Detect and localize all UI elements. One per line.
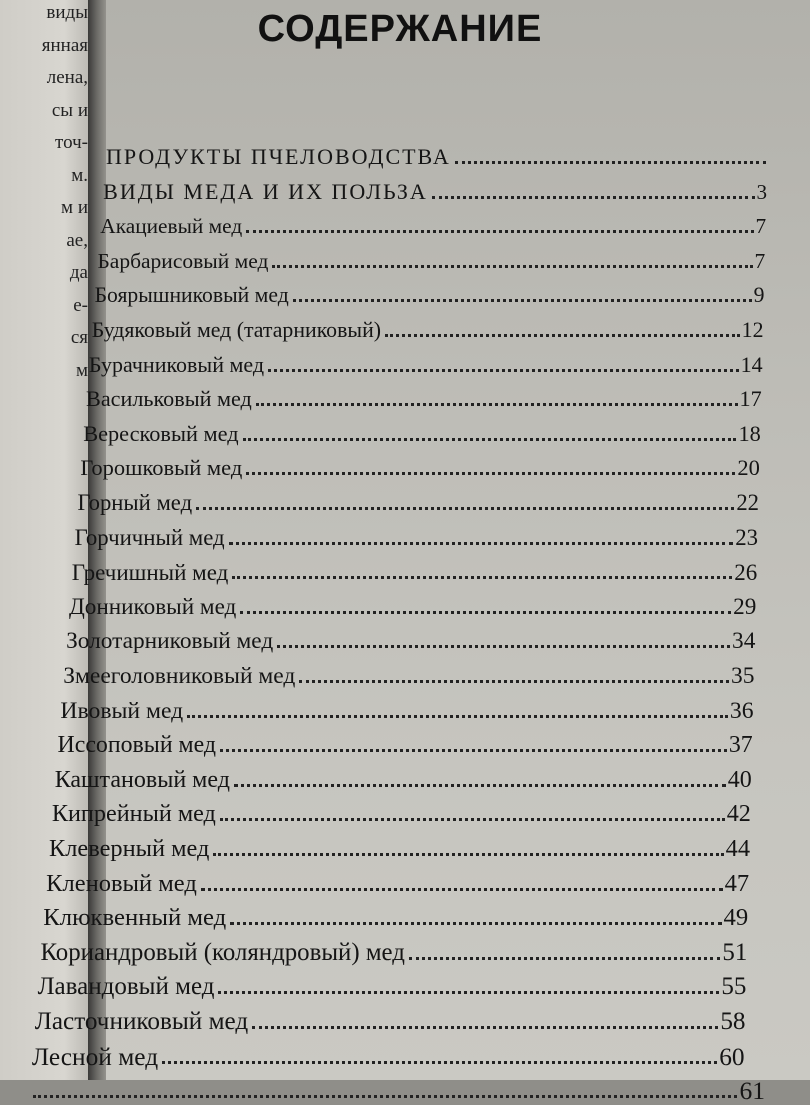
toc-entry <box>95 278 765 308</box>
toc-leader-dots <box>196 507 734 510</box>
toc-entry <box>92 313 764 343</box>
toc-leader-dots <box>230 922 721 925</box>
toc-leader-dots <box>455 161 766 164</box>
toc-entry <box>97 244 765 274</box>
toc-entry <box>83 417 761 447</box>
toc-entry-label: Клюквенный мед <box>43 904 227 932</box>
toc-leader-dots <box>252 1026 718 1029</box>
toc-page-number: 20 <box>737 455 760 481</box>
toc-leader-dots <box>232 576 732 579</box>
toc-leader-dots <box>268 369 739 372</box>
toc-entry-label: Кориандровый (коляндровый) мед <box>40 938 405 966</box>
toc-page-number: 35 <box>730 663 755 689</box>
toc-leader-dots <box>272 265 752 268</box>
toc-entry-label: Змееголовниковый мед <box>63 663 296 689</box>
toc-page-number: 44 <box>725 835 750 862</box>
toc-page-number: 29 <box>733 593 757 620</box>
toc-page-number: 22 <box>736 490 759 515</box>
toc-section <box>103 175 767 205</box>
toc-entry-label: Горошковый мед <box>80 455 243 481</box>
toc-leader-dots <box>33 1095 737 1098</box>
toc-page-number: 55 <box>721 973 747 1001</box>
left-page-fragment: янная <box>41 34 88 56</box>
toc-entry <box>89 348 763 378</box>
toc-entry <box>32 1040 745 1070</box>
toc-entry <box>100 209 766 239</box>
toc-entry <box>49 832 750 862</box>
toc-page-number: 58 <box>720 1008 746 1035</box>
toc-leader-dots <box>277 645 730 648</box>
toc-leader-dots <box>243 438 737 441</box>
toc-page-number: 17 <box>739 386 762 412</box>
toc-section <box>106 140 768 170</box>
toc-entry-label: Вересковый мед <box>83 420 239 446</box>
toc-entry <box>69 590 756 620</box>
toc-leader-dots <box>220 818 725 821</box>
toc-entry <box>66 624 755 654</box>
toc-entry <box>58 728 753 758</box>
left-page-fragment: лена, <box>46 67 88 88</box>
toc-page-number: 14 <box>740 351 763 377</box>
toc-entry-label: Ласточниковый мед <box>34 1008 249 1035</box>
toc-leader-dots <box>240 611 731 614</box>
toc-leader-dots <box>299 680 729 683</box>
toc-page-number: 49 <box>723 904 749 932</box>
toc-leader-dots <box>218 991 719 994</box>
left-page-fragment: м и <box>61 197 88 218</box>
toc-page-number: 3 <box>756 179 768 204</box>
toc-page-number: 23 <box>735 524 759 550</box>
toc-page-number: 37 <box>728 732 753 759</box>
toc-leader-dots <box>201 888 723 891</box>
toc-entry-label: ВИДЫ МЕДА И ИХ ПОЛЬЗА <box>103 178 428 204</box>
toc-leader-dots <box>385 334 740 337</box>
toc-entry <box>55 763 752 793</box>
toc-entry <box>78 486 760 516</box>
toc-page-number: 34 <box>732 628 756 655</box>
toc-entry <box>60 694 753 724</box>
left-page-fragment: виды <box>46 2 88 23</box>
toc-entry-label: Ивовый мед <box>60 697 184 724</box>
toc-page-number: 12 <box>741 318 764 342</box>
left-page-fragment: сы и <box>51 99 88 121</box>
toc-entry-label: Боярышниковый мед <box>94 283 289 308</box>
toc-page-number: 61 <box>739 1076 765 1105</box>
toc-entry-label: ПРОДУКТЫ ПЧЕЛОВОДСТВА <box>106 144 451 169</box>
toc-leader-dots <box>246 472 735 475</box>
left-page-fragment: м <box>75 359 88 381</box>
left-page-fragment: ся <box>70 327 88 348</box>
toc-page-number: 60 <box>719 1042 745 1071</box>
toc-entry-label: Кипрейный мед <box>51 800 216 828</box>
toc-entry <box>29 1074 765 1104</box>
toc-leader-dots <box>234 784 726 787</box>
toc-entry-label: Кленовый мед <box>46 869 197 897</box>
left-page-fragment: точ- <box>55 132 88 153</box>
toc-page-number: 47 <box>724 869 750 897</box>
toc-entry-label: Будяковый мед (татарниковый) <box>91 318 382 342</box>
toc-leader-dots <box>229 542 734 545</box>
toc-entry <box>40 936 747 966</box>
toc-page-number: 7 <box>755 214 767 239</box>
toc-entry <box>38 970 747 1000</box>
toc-entry-label: Акациевый мед <box>100 214 243 239</box>
toc-entry <box>80 451 760 481</box>
toc-entry-label: Васильковый мед <box>86 386 252 412</box>
toc-page-number: 40 <box>727 766 752 793</box>
toc-entry <box>52 797 751 827</box>
toc-page-number: 36 <box>729 697 754 724</box>
left-page-fragment: е- <box>73 294 88 316</box>
toc-entry-label: Иссоповый мед <box>57 732 217 759</box>
toc-leader-dots <box>256 403 738 406</box>
toc-page-number: 18 <box>738 420 761 446</box>
toc-page-number: 42 <box>726 800 751 828</box>
toc-entry-label: Каштановый мед <box>54 766 230 793</box>
toc-entry <box>35 1005 746 1035</box>
left-page-fragment: да <box>69 262 88 283</box>
toc-entry-label: Лесной мед <box>31 1042 159 1071</box>
left-page-fragment: ае, <box>66 229 88 251</box>
toc-entry-label: Лавандовый мед <box>37 973 215 1001</box>
page-title: СОДЕРЖАНИЕ <box>257 8 543 50</box>
left-page-fragment: м. <box>71 164 88 186</box>
toc-page-number: 7 <box>754 248 766 273</box>
toc-entry <box>86 382 762 412</box>
toc-entry-label: Барбарисовый мед <box>97 248 269 273</box>
toc-leader-dots <box>162 1061 717 1064</box>
toc-entry-label: Бурачниковый мед <box>88 351 265 377</box>
toc-leader-dots <box>213 853 723 856</box>
toc-leader-dots <box>432 196 755 199</box>
toc-entry <box>75 521 758 551</box>
toc-entry <box>72 555 757 585</box>
toc-leader-dots <box>293 299 752 302</box>
toc-leader-dots <box>187 715 728 718</box>
toc-page-number: 26 <box>734 559 758 586</box>
toc-entry <box>46 867 749 897</box>
toc-page-number: 51 <box>722 938 748 966</box>
toc-leader-dots <box>220 749 727 752</box>
toc-entry <box>43 901 748 931</box>
toc-entry <box>63 659 754 689</box>
toc-entry-label: Гречишный мед <box>71 559 229 586</box>
toc-entry-label: Горчичный мед <box>74 524 225 550</box>
toc-page-number: 9 <box>753 283 765 308</box>
toc-leader-dots <box>246 230 753 233</box>
toc-entry-label: Клеверный мед <box>49 835 210 862</box>
toc-entry-label: Горный мед <box>77 490 193 515</box>
toc-leader-dots <box>409 957 721 960</box>
toc-entry-label: Донниковый мед <box>68 593 237 620</box>
toc-entry-label: Золотарниковый мед <box>66 628 274 655</box>
